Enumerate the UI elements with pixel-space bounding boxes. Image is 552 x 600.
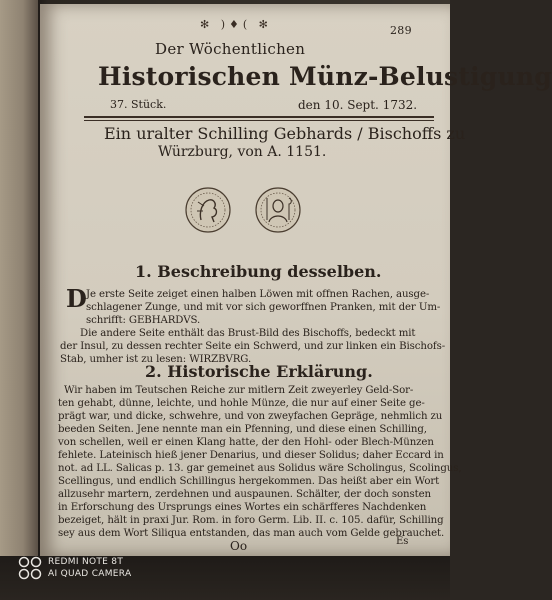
section-2-line: Scellingus, und endlich Schillingus hergekommen. Das heißt aber ein Wort bbox=[58, 476, 440, 487]
coin-reverse-image bbox=[256, 188, 300, 232]
coin-illustration bbox=[168, 184, 318, 236]
page-number: 289 bbox=[390, 24, 412, 37]
header-line-1: Der Wöchentlichen bbox=[155, 40, 306, 58]
section-2-line: Wir haben im Teutschen Reiche zur mitlern Zeit zweyerley Geld-Sor- bbox=[64, 385, 414, 396]
section-2-line: prägt war, und dicke, schwehre, und von zweyfachen Gepräge, nehmlich zu bbox=[58, 411, 443, 422]
catchword: Es bbox=[396, 536, 409, 547]
section-2-line: von schellen, weil er einen Klang hatte, der den Hohl- oder Blech-Münzen bbox=[58, 437, 434, 448]
section-2-line: beeden Seiten. Jene nennte man ein Pfenning, und diese einen Schilling, bbox=[58, 424, 427, 435]
book-page bbox=[40, 4, 552, 556]
issue-number: 37. Stück. bbox=[110, 98, 167, 111]
section-2-line: allzusehr martern, zerdehnen und auspaunen. Schälter, der doch sonsten bbox=[58, 489, 431, 500]
section-2-line: bezeiget, hält in praxi Jur. Rom. in foro Germ. Lib. II. c. 105. dafür, Schilling bbox=[58, 515, 444, 526]
section-1-line: schrifft: GEBHARDVS. bbox=[86, 315, 201, 326]
section-1-line: Je erste Seite zeiget einen halben Löwen mit offnen Rachen, ausge- bbox=[86, 289, 430, 300]
section-2-line: sey aus dem Wort Siliqua entstanden, das man auch vom Gelde gebrauchet. bbox=[58, 528, 445, 539]
quad-camera-icon bbox=[18, 556, 42, 580]
section-1-line: Die andere Seite enthält das Brust-Bild des Bischoffs, bedeckt mit bbox=[80, 328, 416, 339]
section-1-heading: 1. Beschreibung desselben. bbox=[135, 262, 382, 281]
drop-capital: D bbox=[66, 284, 87, 313]
section-2-line: ten gehabt, dünne, leichte, und hohle Münze, die nur auf einer Seite ge- bbox=[58, 398, 425, 409]
camera-watermark bbox=[18, 556, 131, 580]
watermark-text bbox=[48, 556, 131, 580]
section-2-line: in Erforschung des Ursprungs eines Wortes ein schärfferes Nachdenken bbox=[58, 502, 427, 513]
watermark-line-1: REDMI NOTE 8T bbox=[48, 557, 124, 567]
section-2-line: not. ad LL. Salicas p. 13. gar gemeinet aus Solidus wäre Scholingus, Scolingus, bbox=[58, 463, 462, 474]
left-page-edge bbox=[0, 0, 38, 560]
issue-date: den 10. Sept. 1732. bbox=[298, 98, 418, 112]
signature-mark: Oo bbox=[230, 539, 248, 553]
header-rule-thick bbox=[84, 116, 434, 118]
coin-obverse-image bbox=[186, 188, 230, 232]
journal-title: Historischen Münz-Belustigung bbox=[98, 62, 552, 91]
header-rule-thin bbox=[84, 120, 434, 121]
section-1-line: der Insul, zu dessen rechter Seite ein Schwerd, und zur linken ein Bischofs- bbox=[60, 341, 446, 352]
section-1-line: Stab, umher ist zu lesen: WIRZBVRG. bbox=[60, 354, 252, 365]
header-ornament: ✻ )♦( ✻ bbox=[200, 18, 272, 31]
article-title-line-2: Würzburg, von A. 1151. bbox=[158, 144, 327, 160]
section-1-line: schlagener Zunge, und mit vor sich geworffnen Pranken, mit der Um- bbox=[86, 302, 441, 313]
watermark-line-2: AI QUAD CAMERA bbox=[48, 569, 132, 579]
article-title-line-1: Ein uralter Schilling Gebhards / Bischoffs zu bbox=[104, 124, 466, 143]
section-2-heading: 2. Historische Erklärung. bbox=[145, 362, 373, 381]
section-2-line: fehlete. Lateinisch hieß jener Denarius, und dieser Solidus; daher Eccard in bbox=[58, 450, 444, 461]
